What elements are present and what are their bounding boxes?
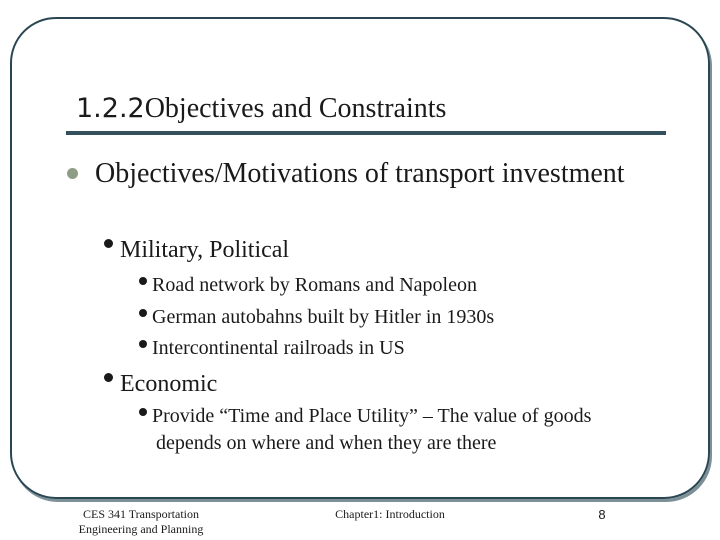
list-item-text: Intercontinental railroads in US xyxy=(152,337,405,359)
subsection-label: Military, Political xyxy=(120,237,290,263)
bullet-dot-icon xyxy=(139,340,147,348)
footer-course-line1: CES 341 Transportation xyxy=(82,507,199,521)
list-item xyxy=(139,272,477,299)
list-item xyxy=(139,304,494,331)
page-number: 8 xyxy=(598,507,606,522)
bullet-dot-icon xyxy=(139,309,147,317)
title-number: 1.2.2 xyxy=(76,93,145,124)
level1-bullet-icon xyxy=(67,168,78,179)
title-text: Objectives and Constraints xyxy=(144,93,447,124)
footer-chapter: Chapter1: Introduction xyxy=(335,507,445,521)
list-item-text: Provide “Time and Place Utility” – The value of goods xyxy=(152,405,592,427)
footer-course-line2: Engineering and Planning xyxy=(78,522,204,536)
bullet-dot-icon xyxy=(139,408,147,416)
list-item xyxy=(139,335,405,362)
bullet-dot-icon xyxy=(139,277,147,285)
main-bullet-text: Objectives/Motivations of transport investment xyxy=(95,158,625,189)
bullet-dot-icon xyxy=(104,239,113,248)
title-underline xyxy=(66,131,666,135)
list-item-text: German autobahns built by Hitler in 1930s xyxy=(152,306,495,328)
subsection-economic xyxy=(104,369,217,399)
subsection-military-political xyxy=(104,235,289,265)
footer-course xyxy=(76,507,206,537)
list-item-text: Road network by Romans and Napoleon xyxy=(152,274,477,296)
subsection-label: Economic xyxy=(120,371,218,397)
list-item-text-continued: depends on where and when they are there xyxy=(156,432,497,454)
list-item xyxy=(139,403,591,457)
slide-title xyxy=(76,89,446,133)
bullet-dot-icon xyxy=(104,373,113,382)
